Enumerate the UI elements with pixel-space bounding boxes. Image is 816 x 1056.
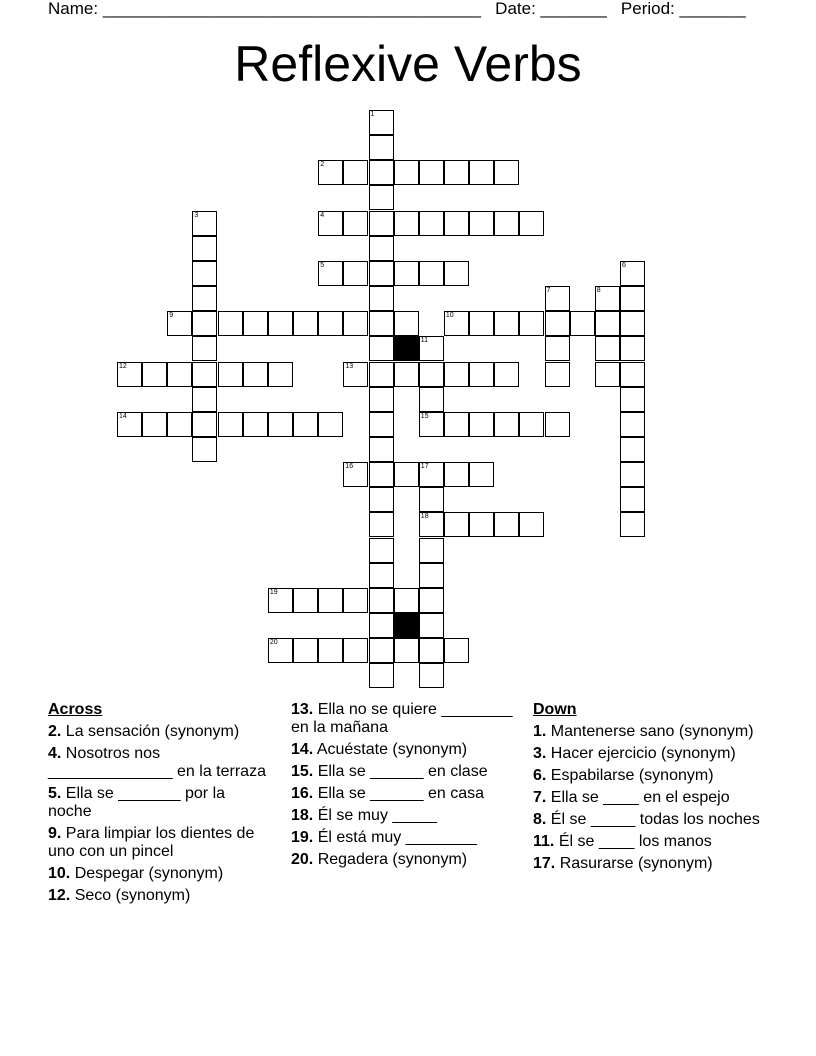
grid-cell[interactable] [369, 412, 394, 437]
down-clues [533, 701, 763, 877]
grid-cell[interactable] [620, 437, 645, 462]
grid-cell[interactable] [343, 638, 368, 663]
grid-cell[interactable] [268, 362, 293, 387]
grid-cell[interactable] [343, 211, 368, 236]
grid-cell[interactable] [343, 160, 368, 185]
grid-cell[interactable] [419, 387, 444, 412]
grid-cell[interactable] [394, 261, 419, 286]
grid-cell[interactable] [369, 538, 394, 563]
grid-cell[interactable] [192, 362, 217, 387]
clue-number-label: 11. [533, 833, 555, 850]
clue-item [533, 855, 763, 873]
clue-item [48, 825, 273, 861]
grid-cell[interactable] [469, 160, 494, 185]
grid-cell[interactable] [243, 412, 268, 437]
grid-cell[interactable] [192, 412, 217, 437]
clue-text: Espabilarse (synonym) [550, 767, 714, 784]
grid-cell[interactable] [620, 412, 645, 437]
grid-cell[interactable] [419, 462, 444, 487]
grid-cell[interactable] [444, 261, 469, 286]
grid-cell[interactable] [620, 336, 645, 361]
clue-text: Regadera (synonym) [317, 851, 468, 868]
clue-number: 10 [445, 312, 454, 320]
grid-cell[interactable] [369, 286, 394, 311]
grid-cell[interactable] [369, 311, 394, 336]
grid-cell[interactable] [318, 638, 343, 663]
grid-cell[interactable] [419, 512, 444, 537]
grid-cell[interactable] [369, 336, 394, 361]
grid-cell[interactable] [268, 311, 293, 336]
grid-cell[interactable] [419, 211, 444, 236]
grid-cell[interactable] [318, 261, 343, 286]
grid-cell[interactable] [419, 663, 444, 688]
grid-cell[interactable] [494, 211, 519, 236]
clue-number-label: 14. [291, 741, 314, 758]
clue-item [291, 851, 516, 869]
grid-cell[interactable] [343, 261, 368, 286]
grid-cell[interactable] [369, 211, 394, 236]
grid-cell[interactable] [469, 362, 494, 387]
grid-cell[interactable] [419, 336, 444, 361]
clue-number: 13 [345, 362, 354, 370]
grid-cell[interactable] [192, 236, 217, 261]
clue-number: 17 [420, 463, 429, 471]
clue-text: Él se ____ los manos [558, 833, 712, 850]
grid-cell[interactable] [494, 311, 519, 336]
grid-cell[interactable] [192, 211, 217, 236]
grid-cell[interactable] [469, 211, 494, 236]
clue-item [48, 865, 273, 883]
grid-cell[interactable] [369, 261, 394, 286]
clue-number: 15 [420, 412, 429, 420]
clue-number: 14 [119, 412, 127, 420]
grid-cell[interactable] [545, 412, 570, 437]
grid-cell[interactable] [620, 362, 645, 387]
grid-cell[interactable] [192, 336, 217, 361]
clue-text: Rasurarse (synonym) [559, 855, 713, 872]
grid-cell[interactable] [117, 362, 142, 387]
clue-number: 5 [320, 261, 325, 269]
clue-item [48, 785, 273, 821]
grid-cell[interactable] [369, 663, 394, 688]
grid-cell[interactable] [218, 412, 243, 437]
grid-cell[interactable] [595, 362, 620, 387]
name-label: Name: [48, 0, 99, 18]
clue-item [291, 829, 516, 847]
grid-cell[interactable] [419, 563, 444, 588]
clue-text: Ella no se quiere ________ en la mañana [291, 701, 513, 736]
black-cell [394, 336, 419, 361]
grid-cell[interactable] [494, 412, 519, 437]
clue-item [533, 833, 763, 851]
grid-cell[interactable] [142, 412, 167, 437]
grid-cell[interactable] [494, 362, 519, 387]
clue-number-label: 2. [48, 723, 62, 740]
grid-cell[interactable] [117, 412, 142, 437]
grid-cell[interactable] [318, 412, 343, 437]
grid-cell[interactable] [595, 311, 620, 336]
grid-cell[interactable] [268, 638, 293, 663]
grid-cell[interactable] [268, 412, 293, 437]
grid-cell[interactable] [469, 412, 494, 437]
grid-cell[interactable] [369, 387, 394, 412]
clue-text: Ella se ______ en clase [317, 763, 488, 780]
period-label: Period: [620, 0, 675, 18]
grid-cell[interactable] [419, 412, 444, 437]
grid-cell[interactable] [419, 362, 444, 387]
clue-text: Seco (synonym) [74, 887, 191, 904]
clue-number-label: 6. [533, 767, 547, 784]
grid-cell[interactable] [369, 638, 394, 663]
grid-cell[interactable] [369, 487, 394, 512]
grid-cell[interactable] [369, 512, 394, 537]
grid-cell[interactable] [394, 462, 419, 487]
grid-cell[interactable] [394, 588, 419, 613]
clue-text: Despegar (synonym) [74, 865, 224, 882]
grid-cell[interactable] [394, 362, 419, 387]
clue-item [291, 785, 516, 803]
grid-cell[interactable] [369, 185, 394, 210]
clue-number: 12 [119, 362, 127, 370]
grid-cell[interactable] [369, 613, 394, 638]
clue-number-label: 8. [533, 811, 547, 828]
grid-cell[interactable] [369, 160, 394, 185]
grid-cell[interactable] [620, 387, 645, 412]
clue-number-label: 16. [291, 785, 314, 802]
grid-cell[interactable] [167, 412, 192, 437]
grid-cell[interactable] [419, 613, 444, 638]
clue-text: Para limpiar los dientes de uno con un pincel [48, 825, 255, 860]
clue-item [291, 807, 516, 825]
grid-cell[interactable] [192, 437, 217, 462]
grid-cell[interactable] [318, 160, 343, 185]
grid-cell[interactable] [394, 211, 419, 236]
clue-text: Ella se _______ por la noche [48, 785, 226, 820]
grid-cell[interactable] [620, 261, 645, 286]
across-clues-col2 [291, 701, 516, 873]
grid-cell[interactable] [620, 512, 645, 537]
clue-text: Ella se ______ en casa [317, 785, 485, 802]
grid-cell[interactable] [192, 387, 217, 412]
grid-cell[interactable] [192, 261, 217, 286]
grid-cell[interactable] [620, 311, 645, 336]
clue-item [533, 745, 763, 763]
clue-number: 20 [269, 639, 278, 647]
clue-text: Él está muy ________ [317, 829, 477, 846]
clue-number: 4 [320, 211, 325, 219]
clue-item [291, 763, 516, 781]
grid-cell[interactable] [595, 286, 620, 311]
grid-cell[interactable] [394, 311, 419, 336]
grid-cell[interactable] [444, 160, 469, 185]
grid-cell[interactable] [293, 588, 318, 613]
grid-cell[interactable] [469, 311, 494, 336]
clue-number: 19 [269, 588, 278, 596]
clue-number-label: 5. [48, 785, 62, 802]
grid-cell[interactable] [545, 286, 570, 311]
clue-number: 6 [622, 261, 626, 269]
grid-cell[interactable] [369, 362, 394, 387]
grid-cell[interactable] [444, 362, 469, 387]
across-heading: Across [48, 701, 103, 718]
grid-cell[interactable] [369, 588, 394, 613]
grid-cell[interactable] [343, 462, 368, 487]
grid-cell[interactable] [394, 638, 419, 663]
grid-cell[interactable] [218, 311, 243, 336]
clue-number-label: 10. [48, 865, 71, 882]
grid-cell[interactable] [268, 588, 293, 613]
black-cell [394, 613, 419, 638]
grid-cell[interactable] [494, 512, 519, 537]
grid-cell[interactable] [293, 311, 318, 336]
grid-cell[interactable] [595, 336, 620, 361]
grid-cell[interactable] [394, 160, 419, 185]
clue-number: 11 [420, 337, 429, 345]
clue-number: 1 [370, 111, 375, 118]
clue-number: 16 [345, 463, 354, 471]
clue-item [533, 789, 763, 807]
grid-cell[interactable] [444, 512, 469, 537]
clue-number-label: 13. [291, 701, 314, 718]
grid-cell[interactable] [318, 211, 343, 236]
clue-number: 2 [320, 161, 325, 169]
clue-number-label: 9. [48, 825, 62, 842]
grid-cell[interactable] [444, 462, 469, 487]
grid-cell[interactable] [369, 236, 394, 261]
grid-cell[interactable] [620, 286, 645, 311]
grid-cell[interactable] [419, 487, 444, 512]
grid-cell[interactable] [419, 160, 444, 185]
grid-cell[interactable] [243, 362, 268, 387]
grid-cell[interactable] [318, 311, 343, 336]
clue-text: Él se muy _____ [317, 807, 437, 824]
clue-item [291, 741, 516, 759]
clue-text: La sensación (synonym) [65, 723, 240, 740]
grid-cell[interactable] [369, 462, 394, 487]
clue-item [533, 767, 763, 785]
grid-cell[interactable] [469, 462, 494, 487]
date-line[interactable]: _______ [540, 0, 607, 18]
grid-cell[interactable] [494, 160, 519, 185]
grid-cell[interactable] [419, 261, 444, 286]
grid-cell[interactable] [469, 512, 494, 537]
grid-cell[interactable] [419, 638, 444, 663]
grid-cell[interactable] [167, 311, 192, 336]
grid-cell[interactable] [620, 462, 645, 487]
grid-cell[interactable] [444, 412, 469, 437]
grid-cell[interactable] [369, 437, 394, 462]
grid-cell[interactable] [620, 487, 645, 512]
grid-cell[interactable] [519, 211, 544, 236]
page-title: Reflexive Verbs [234, 36, 582, 92]
grid-cell[interactable] [419, 588, 444, 613]
clue-number-label: 12. [48, 887, 71, 904]
grid-cell[interactable] [343, 588, 368, 613]
clue-number-label: 7. [533, 789, 547, 806]
clue-item [48, 887, 273, 905]
clue-item [533, 723, 763, 741]
grid-cell[interactable] [545, 311, 570, 336]
grid-cell[interactable] [192, 286, 217, 311]
clue-text: Acuéstate (synonym) [316, 741, 468, 758]
clue-number-label: 3. [533, 745, 547, 762]
grid-cell[interactable] [293, 638, 318, 663]
clue-text: Él se _____ todas los noches [550, 811, 760, 828]
clue-text: Hacer ejercicio (synonym) [550, 745, 736, 762]
name-line[interactable]: ________________________________________ [102, 0, 481, 18]
clue-number: 8 [596, 287, 601, 294]
grid-cell[interactable] [519, 311, 544, 336]
grid-cell[interactable] [218, 362, 243, 387]
grid-cell[interactable] [293, 412, 318, 437]
down-heading: Down [533, 701, 577, 718]
clue-text: Ella se ____ en el espejo [550, 789, 730, 806]
clue-number-label: 20. [291, 851, 314, 868]
grid-cell[interactable] [318, 588, 343, 613]
grid-cell[interactable] [142, 362, 167, 387]
clue-number-label: 4. [48, 745, 62, 762]
grid-cell[interactable] [343, 362, 368, 387]
across-clues-col1 [48, 701, 273, 909]
clue-number-label: 15. [291, 763, 314, 780]
grid-cell[interactable] [545, 336, 570, 361]
clue-text: Mantenerse sano (synonym) [550, 723, 754, 740]
grid-cell[interactable] [369, 135, 394, 160]
clue-number-label: 1. [533, 723, 547, 740]
grid-cell[interactable] [570, 311, 595, 336]
grid-cell[interactable] [545, 362, 570, 387]
grid-cell[interactable] [192, 311, 217, 336]
clue-number: 3 [194, 211, 199, 219]
grid-cell[interactable] [444, 211, 469, 236]
clue-text: Nosotros nos ______________ en la terraza [48, 745, 266, 780]
clue-number-label: 17. [533, 855, 556, 872]
grid-cell[interactable] [419, 538, 444, 563]
clue-item [48, 723, 273, 741]
grid-cell[interactable] [167, 362, 192, 387]
grid-cell[interactable] [519, 412, 544, 437]
grid-cell[interactable] [369, 110, 394, 135]
clue-item [291, 701, 516, 737]
grid-cell[interactable] [343, 311, 368, 336]
grid-cell[interactable] [519, 512, 544, 537]
grid-cell[interactable] [444, 638, 469, 663]
date-label: Date: [495, 0, 536, 18]
period-line[interactable]: _______ [679, 0, 746, 18]
clue-number-label: 19. [291, 829, 314, 846]
clue-item [533, 811, 763, 829]
clue-number: 9 [169, 312, 174, 320]
grid-cell[interactable] [243, 311, 268, 336]
clue-number-label: 18. [291, 807, 314, 824]
clue-number: 7 [546, 287, 551, 294]
grid-cell[interactable] [369, 563, 394, 588]
clue-number: 18 [420, 513, 429, 521]
clue-item [48, 745, 273, 781]
grid-cell[interactable] [444, 311, 469, 336]
